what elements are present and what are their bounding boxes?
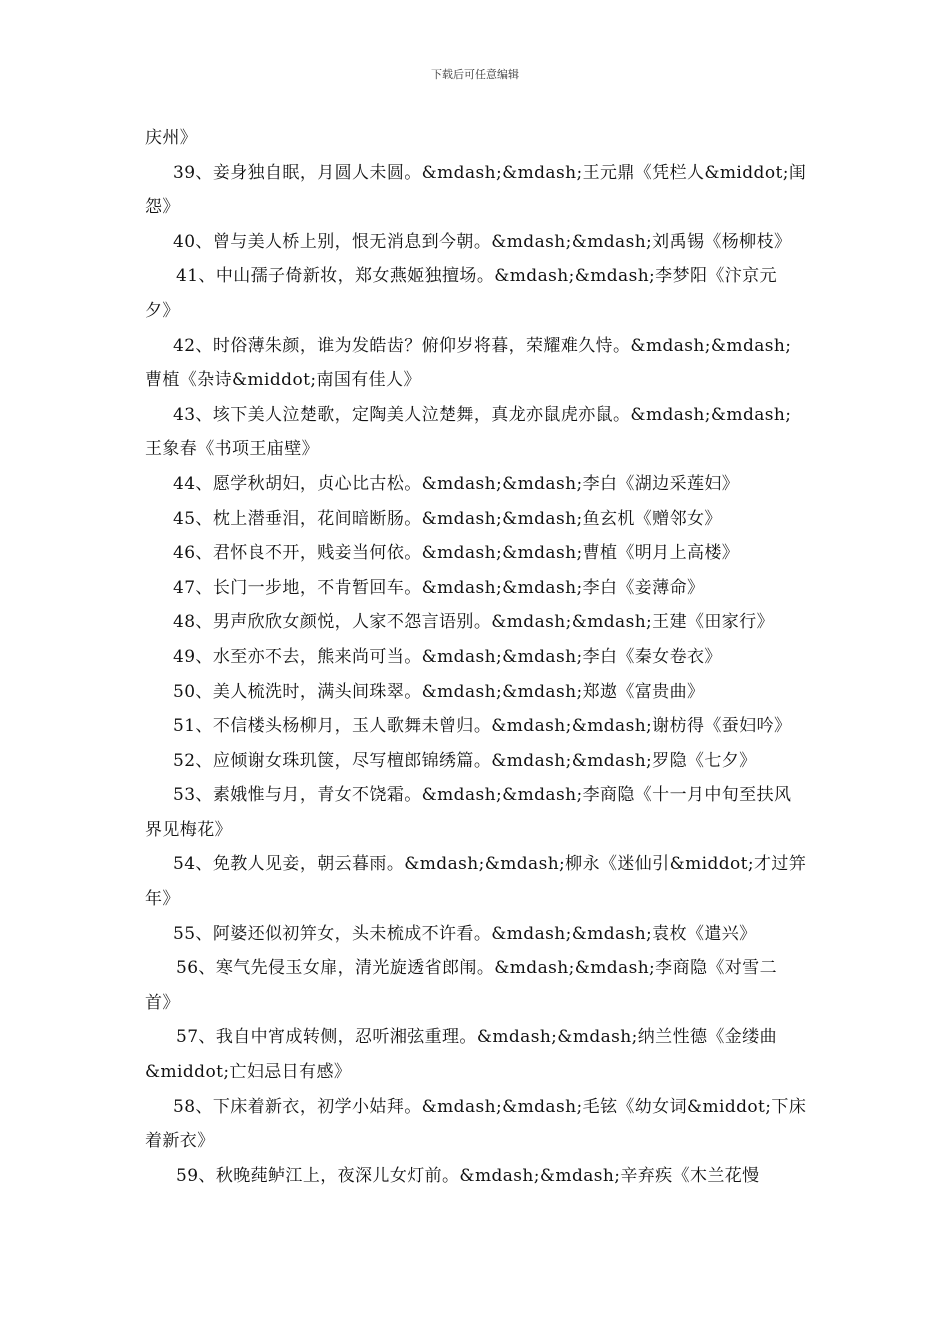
text-line: 58、下床着新衣，初学小姑拜。&mdash;&mdash;毛铉《幼女词&middot;下床: [173, 1096, 807, 1117]
text-line: 42、时俗薄朱颜，谁为发皓齿？俯仰岁将暮，荣耀难久恃。&mdash;&mdash;: [173, 335, 792, 356]
text-line: 57、我自中宵成转侧，忍听湘弦重理。&mdash;&mdash;纳兰性德《金缕曲: [176, 1027, 777, 1048]
text-line: 39、妾身独自眠，月圆人未圆。&mdash;&mdash;王元鼎《凭栏人&middot;闺: [173, 162, 807, 183]
text-line: 45、枕上潜垂泪，花间暗断肠。&mdash;&mdash;鱼玄机《赠邻女》: [173, 508, 722, 529]
text-line: 51、不信楼头杨柳月，玉人歌舞未曾归。&mdash;&mdash;谢枋得《蚕妇吟》: [173, 716, 792, 737]
document-body: [145, 121, 813, 1193]
text-line: 王象春《书项王庙壁》: [145, 439, 319, 460]
text-line: 47、长门一步地，不肯暂回车。&mdash;&mdash;李白《妾薄命》: [173, 577, 705, 598]
text-line: 48、男声欣欣女颜悦，人家不怨言语别。&mdash;&mdash;王建《田家行》: [173, 612, 774, 633]
text-line: 59、秋晚莼鲈江上，夜深儿女灯前。&mdash;&mdash;辛弃疾《木兰花慢: [176, 1165, 760, 1186]
text-line: 怨》: [145, 197, 180, 218]
text-line: 40、曾与美人桥上别，恨无消息到今朝。&mdash;&mdash;刘禹锡《杨柳枝》: [173, 231, 792, 252]
text-line: 55、阿婆还似初笄女，头未梳成不许看。&mdash;&mdash;袁枚《遣兴》: [173, 923, 757, 944]
text-line: 43、垓下美人泣楚歌，定陶美人泣楚舞，真龙亦鼠虎亦鼠。&mdash;&mdash;: [173, 404, 792, 425]
text-line: 着新衣》: [145, 1131, 215, 1152]
text-line: 年》: [145, 889, 180, 910]
text-line: 首》: [145, 992, 180, 1013]
text-line: &middot;亡妇忌日有感》: [145, 1062, 352, 1083]
text-line: 50、美人梳洗时，满头间珠翠。&mdash;&mdash;郑遨《富贵曲》: [173, 681, 705, 702]
page-header: 下载后可任意编辑: [431, 68, 519, 81]
text-line: 界见梅花》: [145, 819, 232, 840]
text-line: 49、水至亦不去，熊来尚可当。&mdash;&mdash;李白《秦女卷衣》: [173, 646, 722, 667]
text-line: 夕》: [145, 300, 180, 321]
text-line: 44、愿学秋胡妇，贞心比古松。&mdash;&mdash;李白《湖边采莲妇》: [173, 473, 740, 494]
text-line: 52、应倾谢女珠玑箧，尽写檀郎锦绣篇。&mdash;&mdash;罗隐《七夕》: [173, 750, 757, 771]
text-line: 53、素娥惟与月，青女不饶霜。&mdash;&mdash;李商隐《十一月中旬至扶风: [173, 785, 792, 806]
text-line: 56、寒气先侵玉女扉，清光旋透省郎闱。&mdash;&mdash;李商隐《对雪二: [176, 958, 777, 979]
text-line: 46、君怀良不开，贱妾当何依。&mdash;&mdash;曹植《明月上高楼》: [173, 543, 740, 564]
text-line: 曹植《杂诗&middot;南国有佳人》: [145, 370, 421, 391]
text-line: 54、免教人见妾，朝云暮雨。&mdash;&mdash;柳永《迷仙引&middot;才过笄: [173, 854, 807, 875]
text-line: 庆州》: [145, 128, 198, 148]
text-line: 41、中山孺子倚新妆，郑女燕姬独擅场。&mdash;&mdash;李梦阳《汴京元: [176, 266, 777, 287]
